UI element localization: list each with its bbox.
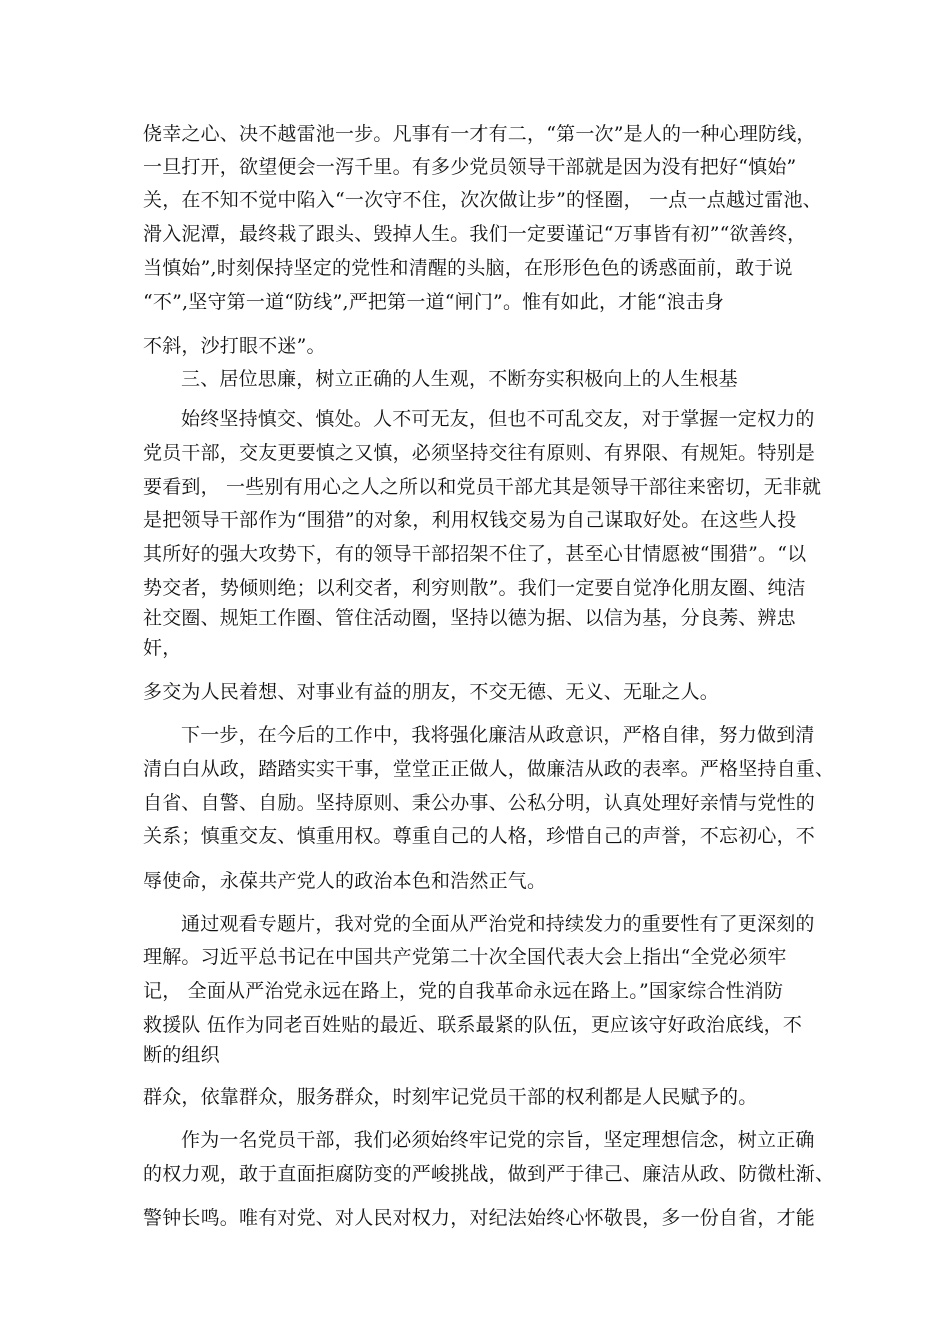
text-line: 党员干部，交友更要慎之又慎，必须坚持交往有原则、有界限、有规矩。特别是 — [143, 442, 816, 464]
text-line: 通过观看专题片，我对党的全面从严治党和持续发力的重要性有了更深刻的 — [181, 913, 815, 935]
text-line: 理解。习近平总书记在中国共产党第二十次全国代表大会上指出“全党必须牢 — [143, 946, 787, 968]
text-line: 记， 全面从严治党永远在路上，党的自我革命永远在路上。”国家综合性消防 — [143, 980, 784, 1002]
text-line: 是把领导干部作为“围猎”的对象，利用权钱交易为自己谋取好处。在这些人投 — [143, 509, 797, 531]
text-line: 群众，依靠群众，服务群众，时刻牢记党员干部的权利都是人民赋予的。 — [143, 1086, 758, 1108]
section-heading: 三、居位思廉，树立正确的人生观，不断夯实积极向上的人生根基 — [181, 368, 738, 390]
text-line: 关系；慎重交友、慎重用权。尊重自己的人格，珍惜自己的声誉，不忘初心，不 — [143, 825, 816, 847]
text-line: 辱使命，永葆共产党人的政治本色和浩然正气。 — [143, 870, 547, 892]
text-line: 的权力观，敢于直面拒腐防变的严峻挑战，做到严于律己、廉洁从政、防微杜渐、 — [143, 1163, 835, 1185]
text-line: “不”,坚守第一道“防线”,严把第一道“闸门”。惟有如此，才能“浪击身 — [143, 291, 725, 313]
text-line: 警钟长鸣。唯有对党、对人民对权力，对纪法始终心怀敬畏，多一份自省，才能 — [143, 1207, 816, 1229]
text-line: 救援队 伍作为同老百姓贴的最近、联系最紧的队伍，更应该守好政治底线，不 — [143, 1014, 803, 1036]
text-line: 一旦打开，欲望便会一泻千里。有多少党员领导干部就是因为没有把好“慎始” — [143, 156, 797, 178]
text-line: 奸， — [143, 637, 182, 659]
text-line: 自省、自警、自励。坚持原则、秉公办事、公私分明，认真处理好亲情与党性的 — [143, 792, 816, 814]
text-line: 多交为人民着想、对事业有益的朋友，不交无德、无义、无耻之人。 — [143, 681, 720, 703]
text-line: 当慎始”,时刻保持坚定的党性和清醒的头脑，在形形色色的诱惑面前，敢于说 — [143, 257, 793, 279]
text-line: 清白白从政，踏踏实实干事，堂堂正正做人，做廉洁从政的表率。严格坚持自重、 — [143, 758, 835, 780]
text-line: 关，在不知不觉中陷入“一次守不住，次次做让步”的怪圈， 一点一点越过雷池、 — [143, 189, 822, 211]
text-line: 势交者，势倾则绝；以利交者，利穷则散”。我们一定要自觉净化朋友圈、纯洁 — [143, 577, 806, 599]
text-line: 始终坚持慎交、慎处。人不可无友，但也不可乱交友，对于掌握一定权力的 — [181, 408, 815, 430]
text-line: 社交圈、规矩工作圈、管住活动圈，坚持以德为据、以信为基，分良莠、辨忠 — [143, 607, 796, 629]
text-line: 作为一名党员干部，我们必须始终牢记党的宗旨，坚定理想信念，树立正确 — [181, 1129, 815, 1151]
text-line: 滑入泥潭，最终栽了跟头、毁掉人生。我们一定要谨记“万事皆有初”“欲善终， — [143, 223, 807, 245]
text-line: 侥幸之心、决不越雷池一步。凡事有一才有二，“第一次”是人的一种心理防线， — [143, 123, 816, 145]
text-line: 要看到， 一些别有用心之人之所以和党员干部尤其是领导干部往来密切，无非就 — [143, 476, 822, 498]
text-line: 不斜，沙打眼不迷”。 — [143, 335, 326, 357]
text-line: 断的组织 — [143, 1044, 220, 1066]
text-line: 下一步，在今后的工作中，我将强化廉洁从政意识，严格自律，努力做到清 — [181, 724, 815, 746]
text-line: 其所好的强大攻势下，有的领导干部招架不住了，甚至心甘情愿被“围猎”。“以 — [143, 543, 807, 565]
